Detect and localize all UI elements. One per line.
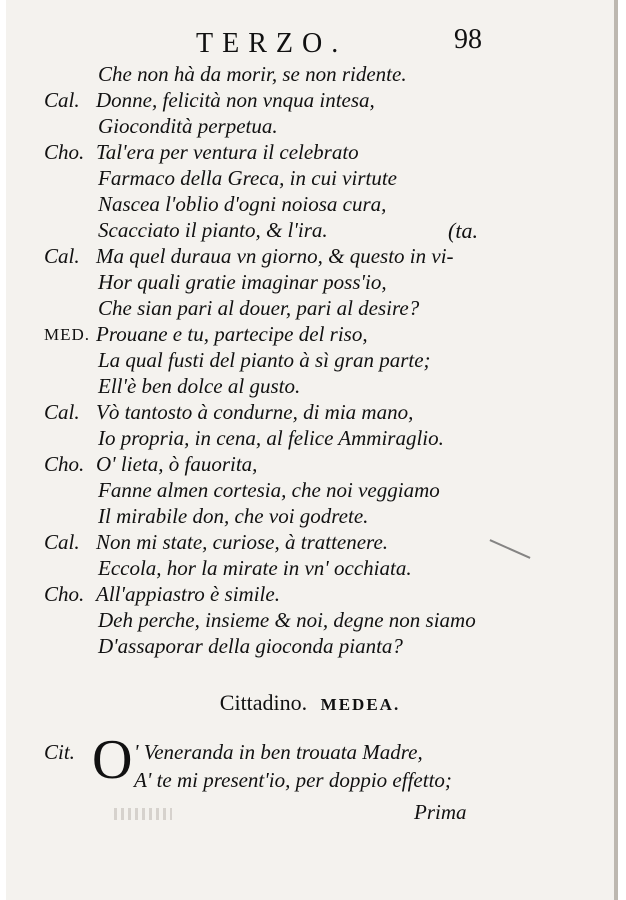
verse-text: Tal'era per ventura il celebrato	[96, 140, 359, 164]
verse-line	[6, 768, 614, 798]
scene-character-citizen: Cittadino.	[219, 690, 308, 715]
speaker-label: Cal.	[44, 88, 80, 112]
verse-text: ' Veneranda in ben trouata Madre,	[134, 740, 423, 764]
verse-text: Non mi state, curiose, à trattenere.	[96, 530, 389, 554]
speaker-label: MED.	[44, 325, 91, 344]
speaker-label: Cal.	[44, 400, 80, 424]
verse-text: Hor quali gratie imaginar poss'io,	[98, 270, 387, 294]
verse-text: D'assaporar della gioconda pianta?	[98, 634, 403, 658]
verse-text: Io propria, in cena, al felice Ammiraglio.	[98, 426, 444, 450]
verse-text: Nascea l'oblio d'ogni noiosa cura,	[98, 192, 387, 216]
verse-line	[6, 634, 614, 664]
book-page	[6, 0, 618, 900]
verse-text: Prouane e tu, partecipe del riso,	[96, 322, 368, 346]
speaker-label: Cho.	[44, 140, 85, 164]
verse-text: Giocondità perpetua.	[98, 114, 278, 138]
verse-text: Eccola, hor la mirate in vn' occhiata.	[98, 556, 412, 580]
verse-text: Che non hà da morir, se non ridente.	[98, 62, 407, 86]
ink-smudge	[114, 808, 172, 820]
verse-text: A' te mi present'io, per doppio effetto;	[134, 768, 452, 792]
speaker-label: Cho.	[44, 582, 85, 606]
scene-character-medea: MEDEA.	[320, 695, 401, 714]
speaker-label: Cal.	[44, 244, 80, 268]
verse-text: La qual fusti del pianto à sì gran parte;	[98, 348, 431, 372]
verse-text: Vò tantosto à condurne, di mia mano,	[96, 400, 414, 424]
verse-text: Ell'è ben dolce al gusto.	[98, 374, 301, 398]
verse-text: Che sian pari al douer, pari al desire?	[98, 296, 420, 320]
scene-heading	[6, 690, 614, 716]
verse-text: Fanne almen cortesia, che noi veggiamo	[98, 478, 440, 502]
verse-text: Donne, felicità non vnqua intesa,	[96, 88, 375, 112]
speaker-label: Cho.	[44, 452, 85, 476]
page-number: 98	[454, 24, 482, 55]
verse-text: O' lieta, ò fauorita,	[96, 452, 258, 476]
drop-cap: O	[92, 729, 133, 791]
verse-text: Deh perche, insieme & noi, degne non siamo	[98, 608, 476, 632]
verse-text: All'appiastro è simile.	[96, 582, 280, 606]
catchword: Prima	[414, 800, 467, 824]
page-header	[6, 22, 614, 62]
verse-line	[6, 740, 614, 770]
verse-text: Ma quel duraua vn giorno, & questo in vi-	[96, 244, 454, 268]
speaker-label: Cit.	[44, 740, 75, 764]
running-title: TERZO.	[196, 28, 348, 59]
speaker-label: Cal.	[44, 530, 80, 554]
verse-text: Il mirabile don, che voi godrete.	[98, 504, 369, 528]
verse-text: Farmaco della Greca, in cui virtute	[98, 166, 397, 190]
verse-text: Scacciato il pianto, & l'ira.	[98, 218, 328, 242]
line-continuation: (ta.	[448, 218, 478, 243]
